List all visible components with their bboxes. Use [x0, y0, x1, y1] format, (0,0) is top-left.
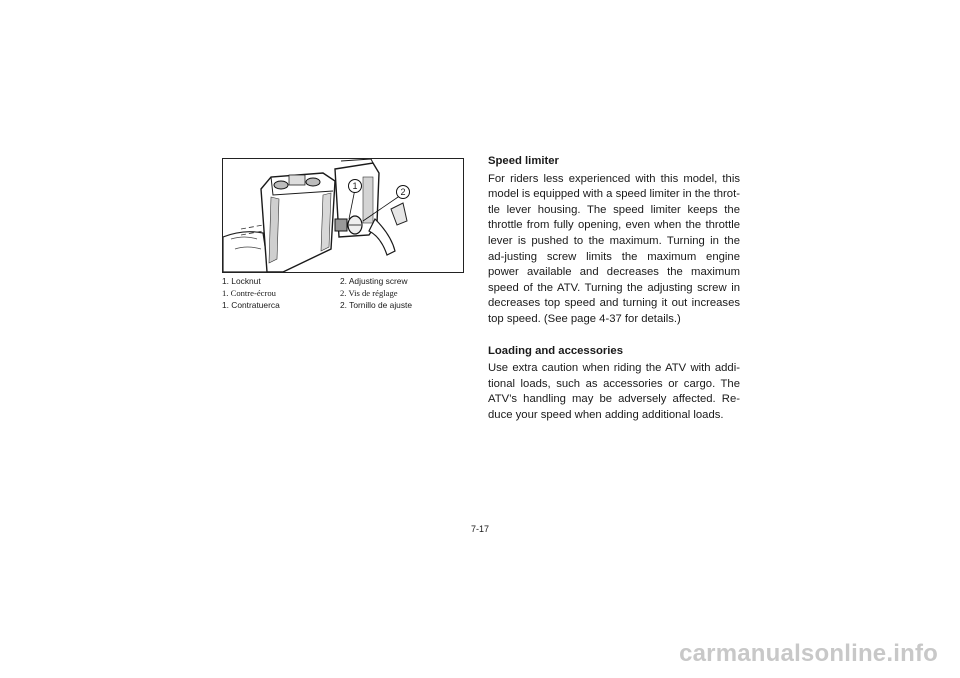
watermark: carmanualsonline.info [679, 640, 938, 667]
throttle-housing-drawing [223, 159, 463, 272]
callout-2: 2 [396, 185, 410, 199]
caption-row-english [222, 275, 462, 287]
section-heading: Loading and accessories [488, 344, 623, 357]
callout-1: 1 [348, 179, 362, 193]
caption-locknut: 1. Locknut [222, 276, 261, 286]
section-heading: Speed limiter [488, 155, 559, 167]
figure-caption [222, 275, 462, 311]
section-loading-accessories [488, 344, 740, 424]
section-speed-limiter [488, 154, 740, 328]
body-text-column [488, 154, 740, 424]
speed-limiter-illustration [222, 158, 464, 273]
caption-contre-ecrou: 1. Contre-écrou [222, 288, 276, 298]
caption-tornillo-de-ajuste: 2. Tornillo de ajuste [340, 300, 413, 310]
page-number: 7-17 [470, 524, 489, 534]
section-body: Use extra caution when riding the ATV with addi-tional loads, such as accessories or cargo. The ATV’s handling may be adversely affected. Re-duce your speed when adding additional loads. [488, 362, 740, 421]
caption-contratuerca: 1. Contratuerca [222, 300, 280, 310]
caption-adjusting-screw: 2. Adjusting screw [340, 276, 408, 286]
caption-row-french [222, 287, 462, 299]
section-body: For riders less experienced with this model, this model is equipped with a speed limiter in the throt-tle lever housing. The speed limiter keeps the throttle from fully opening, even when the throttle lever is pushed to the maximum. Turning in the ad-justing screw limits the maximum engine power available and decreases the maximum speed of the ATV. Turning the adjusting screw in decreases top speed and turning it out increases top speed. (See page 4-37 for details.) [488, 172, 740, 325]
caption-row-spanish [222, 299, 462, 311]
caption-vis-de-reglage: 2. Vis de réglage [340, 288, 398, 298]
